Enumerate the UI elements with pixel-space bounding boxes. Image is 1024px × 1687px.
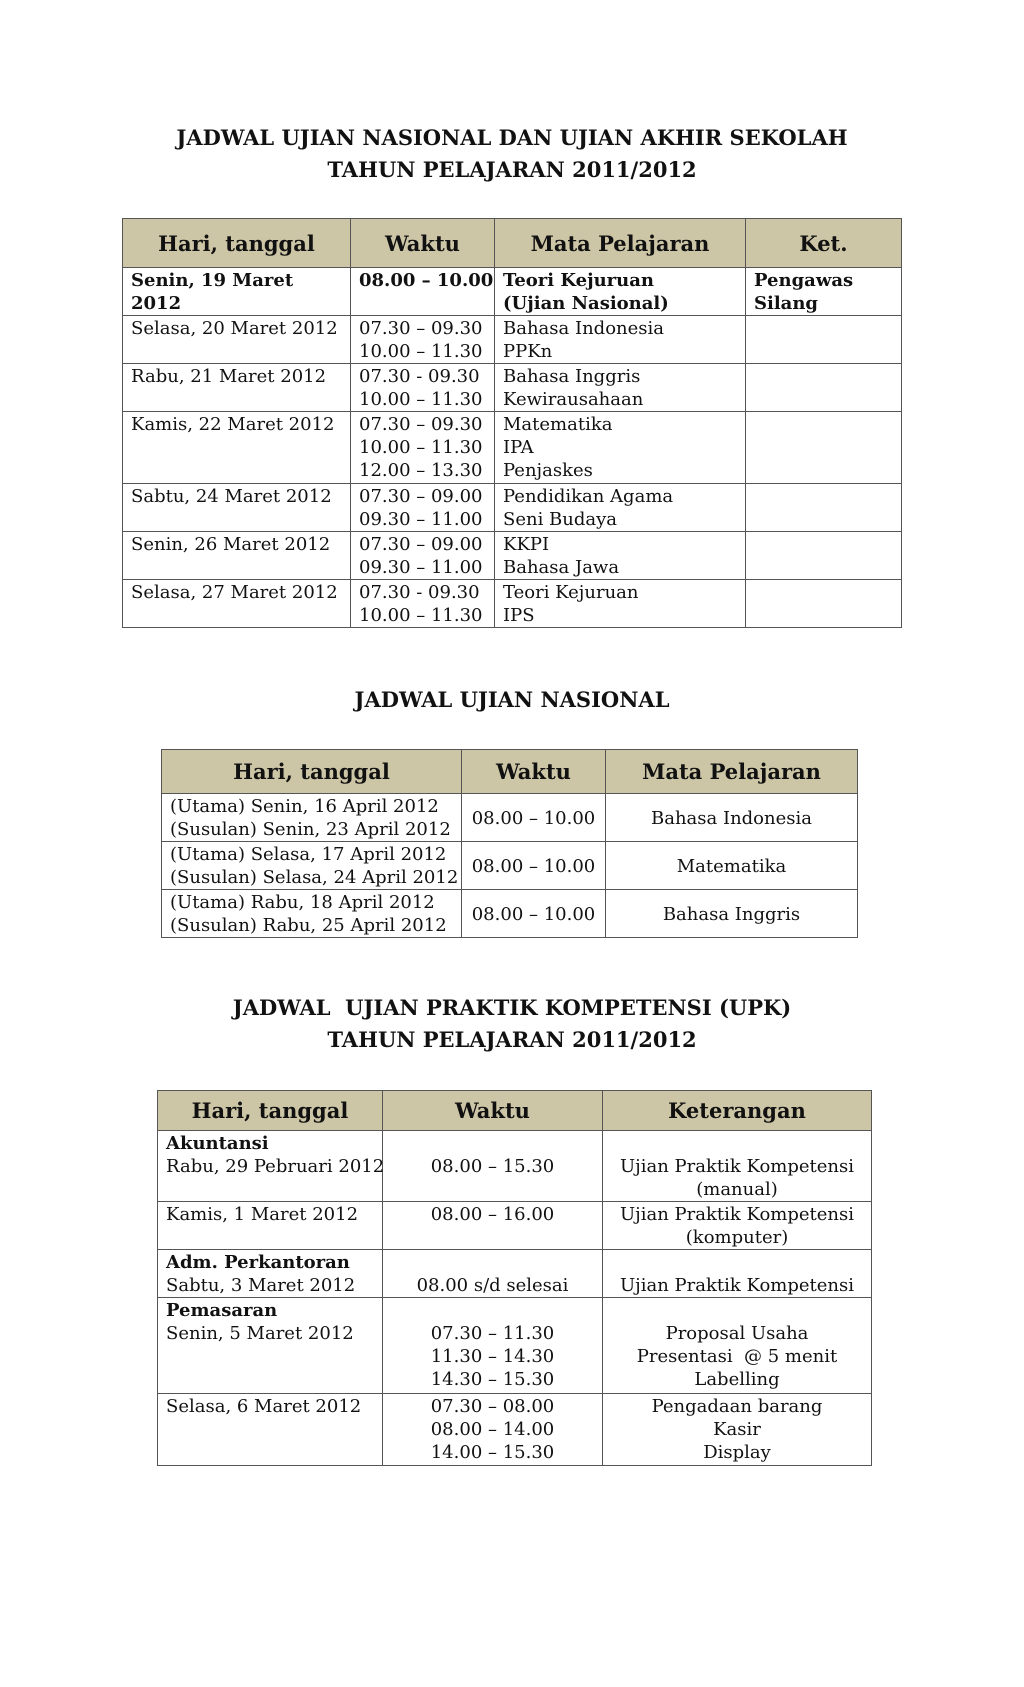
cell-time: [383, 1250, 603, 1298]
time-line: 14.30 – 15.30: [430, 1369, 555, 1390]
header-waktu: Waktu: [383, 1091, 603, 1131]
cell-day: [158, 1131, 383, 1202]
subject-line: Seni Budaya: [503, 509, 618, 530]
time-line: 08.00 – 16.00: [430, 1204, 555, 1225]
ket-line: Silang: [754, 293, 819, 314]
table-row: [123, 316, 902, 364]
table-row: [123, 532, 902, 580]
cell-time: [351, 532, 495, 580]
subject-line: Bahasa Jawa: [503, 557, 620, 578]
cell-ket: [746, 532, 902, 580]
section3-title-line2: TAHUN PELAJARAN 2011/2012: [327, 1027, 697, 1052]
header-hari-tanggal: Hari, tanggal: [162, 750, 462, 794]
time-line: 08.00 – 10.00: [359, 270, 494, 291]
table-row: [123, 484, 902, 532]
day-line: (Susulan) Senin, 23 April 2012: [170, 819, 451, 840]
cell-time: 08.00 – 10.00: [462, 890, 606, 938]
cell-day: [158, 1202, 383, 1250]
cell-day: Selasa, 27 Maret 2012: [123, 580, 351, 628]
time-line: 08.00 s/d selesai: [416, 1275, 569, 1296]
table-row: [158, 1394, 872, 1466]
cell-day: [158, 1250, 383, 1298]
note-line: (komputer): [685, 1227, 789, 1248]
cell-ket: [746, 580, 902, 628]
table-header-row: [158, 1091, 872, 1131]
table-row: [158, 1131, 872, 1202]
time-line: 08.00 – 15.30: [430, 1156, 555, 1177]
subject-line: IPA: [503, 437, 534, 458]
subject-line: Penjaskes: [503, 460, 593, 481]
day-line: Selasa, 6 Maret 2012: [166, 1396, 362, 1417]
time-line: 10.00 – 11.30: [359, 389, 483, 410]
time-line: 07.30 – 09.00: [359, 534, 483, 555]
subject-line: Pendidikan Agama: [503, 486, 674, 507]
cell-time: [351, 484, 495, 532]
subject-line: IPS: [503, 605, 535, 626]
cell-note: [603, 1394, 872, 1466]
day-line: (Utama) Selasa, 17 April 2012: [170, 844, 447, 865]
cell-subject: Matematika: [606, 842, 858, 890]
cell-ket: [746, 268, 902, 316]
cell-time: 08.00 – 10.00: [462, 794, 606, 842]
table-row: [123, 580, 902, 628]
note-line: Proposal Usaha: [665, 1323, 809, 1344]
cell-day: [162, 890, 462, 938]
section3-title: [0, 992, 1024, 1056]
cell-ket: [746, 364, 902, 412]
time-line: 12.00 – 13.30: [359, 460, 483, 481]
table-row: [158, 1202, 872, 1250]
cell-subject: Bahasa Inggris: [606, 890, 858, 938]
subject-line: (Ujian Nasional): [503, 293, 669, 314]
time-line: 10.00 – 11.30: [359, 341, 483, 362]
subject-line: Teori Kejuruan: [503, 270, 654, 291]
day-line: Kamis, 1 Maret 2012: [166, 1204, 359, 1225]
note-line: (manual): [696, 1179, 778, 1200]
section1-title-line2: TAHUN PELAJARAN 2011/2012: [327, 157, 697, 182]
header-waktu: Waktu: [462, 750, 606, 794]
cell-day: Senin, 19 Maret 2012: [123, 268, 351, 316]
group-label: Pemasaran: [166, 1300, 278, 1321]
cell-subject: [495, 364, 746, 412]
note-line: Display: [703, 1442, 771, 1463]
header-waktu: Waktu: [351, 219, 495, 268]
cell-subject: [495, 532, 746, 580]
section3-title-line1: JADWAL UJIAN PRAKTIK KOMPETENSI (UPK): [232, 995, 792, 1020]
day-line: (Susulan) Selasa, 24 April 2012: [170, 867, 459, 888]
note-line: Ujian Praktik Kompetensi: [619, 1275, 855, 1296]
cell-subject: [495, 316, 746, 364]
day-line: Sabtu, 3 Maret 2012: [166, 1275, 356, 1296]
header-hari-tanggal: Hari, tanggal: [123, 219, 351, 268]
cell-day: [162, 794, 462, 842]
time-line: 09.30 – 11.00: [359, 509, 483, 530]
note-line: Ujian Praktik Kompetensi: [619, 1204, 855, 1225]
section1-title: [0, 122, 1024, 186]
time-line: 10.00 – 11.30: [359, 605, 483, 626]
cell-subject: [495, 268, 746, 316]
cell-time: [383, 1131, 603, 1202]
table-header-row: [162, 750, 858, 794]
cell-time: [351, 580, 495, 628]
note-line: Kasir: [713, 1419, 761, 1440]
time-line: 07.30 – 09.30: [359, 414, 483, 435]
time-line: 08.00 – 14.00: [430, 1419, 555, 1440]
cell-time: [351, 364, 495, 412]
day-line: (Susulan) Rabu, 25 April 2012: [170, 915, 447, 936]
note-line: Labelling: [694, 1369, 780, 1390]
cell-subject: Bahasa Indonesia: [606, 794, 858, 842]
time-line: 10.00 – 11.30: [359, 437, 483, 458]
time-line: 07.30 - 09.30: [359, 366, 480, 387]
cell-ket: [746, 316, 902, 364]
cell-note: [603, 1202, 872, 1250]
time-line: 07.30 – 09.00: [359, 486, 483, 507]
table-row: [158, 1250, 872, 1298]
subject-line: PPKn: [503, 341, 553, 362]
table-header-row: [123, 219, 902, 268]
cell-note: [603, 1131, 872, 1202]
cell-day: Selasa, 20 Maret 2012: [123, 316, 351, 364]
note-line: Ujian Praktik Kompetensi: [619, 1156, 855, 1177]
header-mata-pelajaran: Mata Pelajaran: [495, 219, 746, 268]
cell-subject: [495, 484, 746, 532]
exam-schedule-table: [122, 218, 902, 628]
cell-day: [158, 1394, 383, 1466]
day-line: (Utama) Senin, 16 April 2012: [170, 796, 439, 817]
day-line: Senin, 5 Maret 2012: [166, 1323, 354, 1344]
group-label: Akuntansi: [166, 1133, 269, 1154]
cell-note: [603, 1250, 872, 1298]
table-row: [162, 890, 858, 938]
cell-time: [351, 316, 495, 364]
group-label: Adm. Perkantoran: [166, 1252, 350, 1273]
cell-ket: [746, 484, 902, 532]
cell-ket: [746, 412, 902, 484]
national-exam-table: [161, 749, 858, 938]
table-row: [123, 268, 902, 316]
subject-line: KKPI: [503, 534, 550, 555]
note-line: Pengadaan barang: [651, 1396, 823, 1417]
time-line: 07.30 - 09.30: [359, 582, 480, 603]
cell-day: [158, 1298, 383, 1394]
table-row: [162, 794, 858, 842]
table-row: [123, 364, 902, 412]
cell-time: [383, 1202, 603, 1250]
time-line: 07.30 – 08.00: [430, 1396, 555, 1417]
header-ket: Ket.: [746, 219, 902, 268]
cell-time: 08.00 – 10.00: [462, 842, 606, 890]
cell-day: Senin, 26 Maret 2012: [123, 532, 351, 580]
subject-line: Bahasa Inggris: [503, 366, 641, 387]
subject-line: Bahasa Indonesia: [503, 318, 665, 339]
day-line: Rabu, 29 Pebruari 2012: [166, 1156, 385, 1177]
upk-schedule-table: [157, 1090, 872, 1466]
subject-line: Teori Kejuruan: [503, 582, 639, 603]
note-line: Presentasi @ 5 menit: [636, 1346, 838, 1367]
ket-line: Pengawas: [754, 270, 854, 291]
section1-title-line1: JADWAL UJIAN NASIONAL DAN UJIAN AKHIR SEKOLAH: [176, 125, 848, 150]
cell-subject: [495, 580, 746, 628]
table-row: [158, 1298, 872, 1394]
cell-subject: [495, 412, 746, 484]
time-line: 07.30 – 09.30: [359, 318, 483, 339]
cell-time: [383, 1394, 603, 1466]
time-line: 11.30 – 14.30: [430, 1346, 555, 1367]
cell-day: [162, 842, 462, 890]
table-row: [123, 412, 902, 484]
cell-time: [351, 268, 495, 316]
header-keterangan: Keterangan: [603, 1091, 872, 1131]
cell-time: [383, 1298, 603, 1394]
subject-line: Kewirausahaan: [503, 389, 644, 410]
header-mata-pelajaran: Mata Pelajaran: [606, 750, 858, 794]
cell-day: Kamis, 22 Maret 2012: [123, 412, 351, 484]
cell-time: [351, 412, 495, 484]
time-line: 09.30 – 11.00: [359, 557, 483, 578]
time-line: 14.00 – 15.30: [430, 1442, 555, 1463]
subject-line: Matematika: [503, 414, 613, 435]
section2-title: JADWAL UJIAN NASIONAL: [354, 687, 670, 712]
cell-day: Sabtu, 24 Maret 2012: [123, 484, 351, 532]
header-hari-tanggal: Hari, tanggal: [158, 1091, 383, 1131]
cell-note: [603, 1298, 872, 1394]
time-line: 07.30 – 11.30: [430, 1323, 555, 1344]
cell-day: Rabu, 21 Maret 2012: [123, 364, 351, 412]
table-row: [162, 842, 858, 890]
day-line: (Utama) Rabu, 18 April 2012: [170, 892, 435, 913]
